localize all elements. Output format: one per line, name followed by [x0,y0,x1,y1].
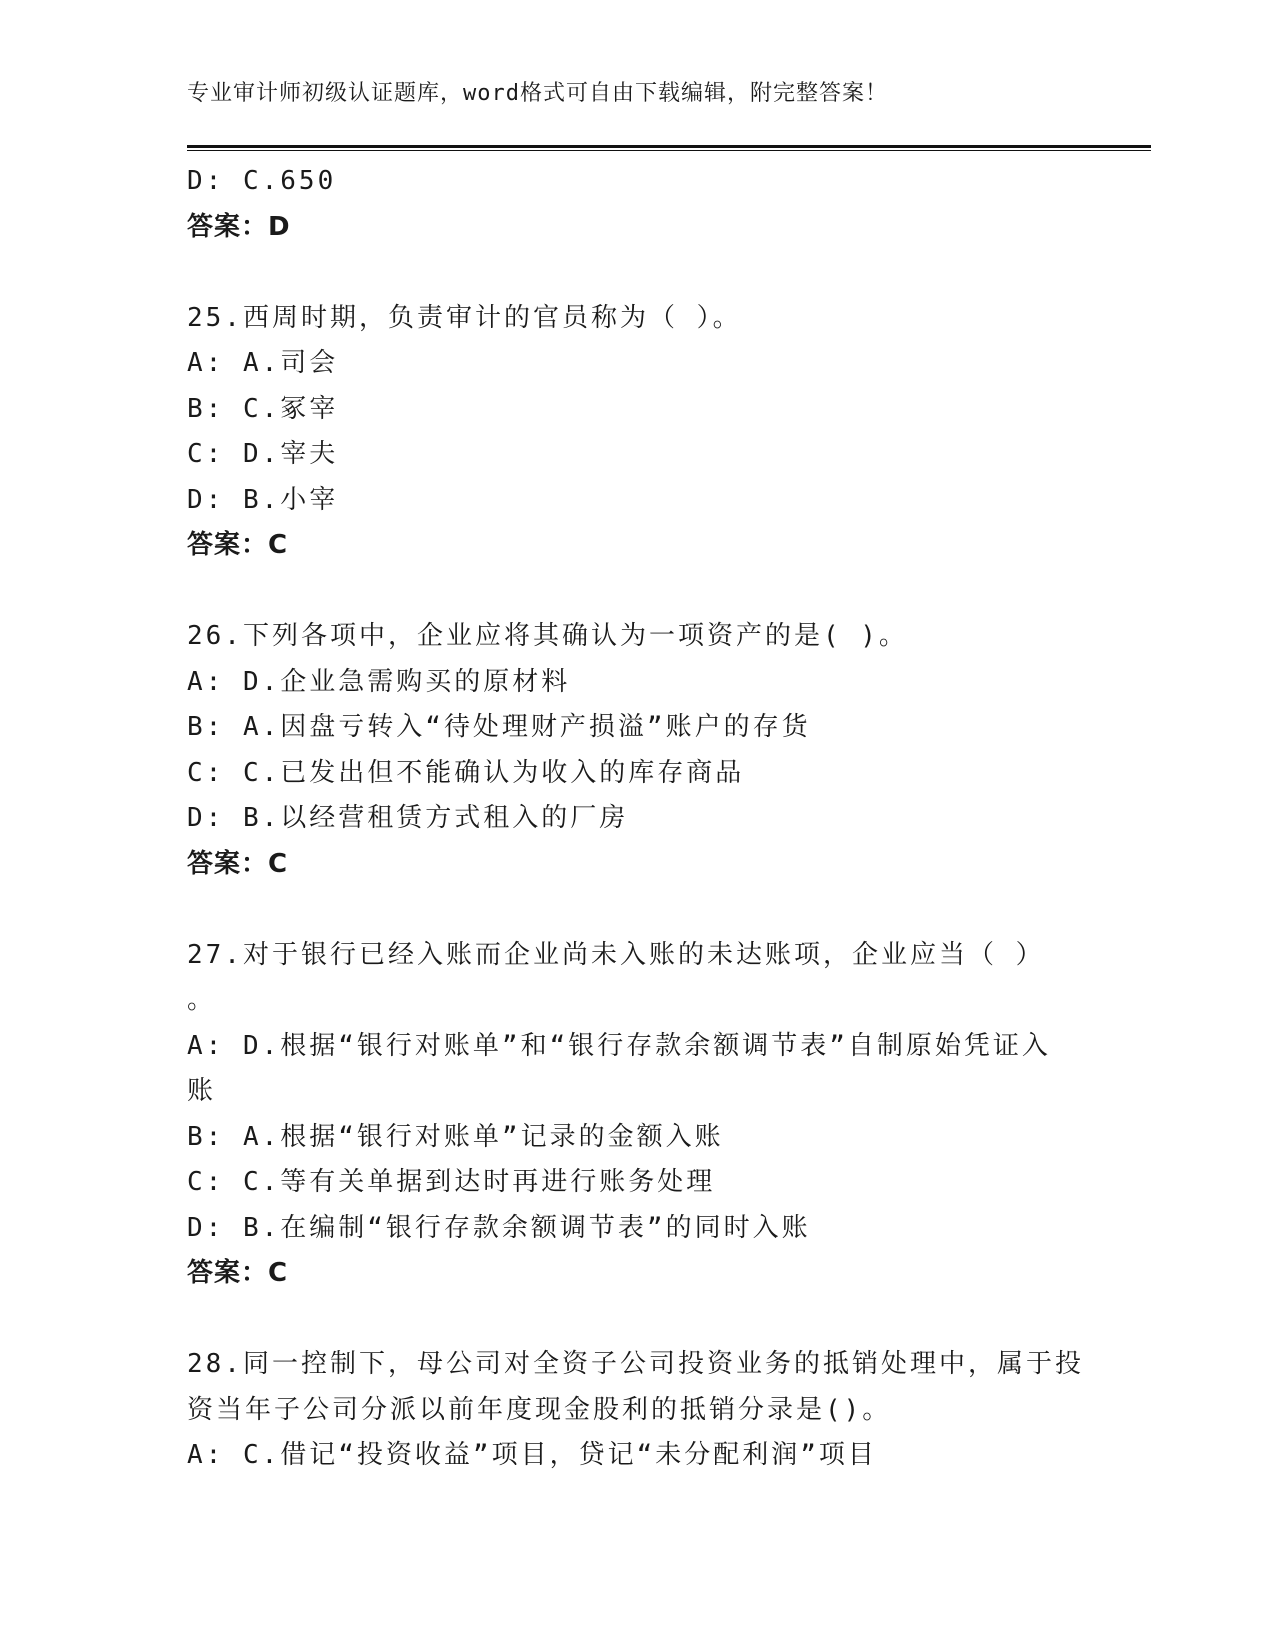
text-line: B: C.冢宰 [187,393,339,424]
text-line: 27.对于银行已经入账而企业尚未入账的未达账项，企业应当（ ） [187,939,1045,970]
text-line: D: B.以经营租赁方式租入的厂房 [187,803,629,833]
answer-line: 答案：C [187,848,289,879]
answer-line: 答案：C [187,1258,289,1288]
answer-line: 答案：D [187,211,291,242]
text-line: A: C.借记“投资收益”项目，贷记“未分配利润”项目 [187,1440,877,1470]
text-line: D: B.小宰 [187,484,339,515]
text-line: A: D.根据“银行对账单”和“银行存款余额调节表”自制原始凭证入 [187,1030,1051,1061]
text-line: B: A.根据“银行对账单”记录的金额入账 [187,1121,724,1152]
spacer [187,1297,1087,1343]
text-line: D: C.650 [187,166,337,196]
text-line: 。 [187,985,217,1015]
text-line: C: D.宰夫 [187,439,339,469]
spacer [187,569,1087,615]
text-line: 账 [187,1076,217,1106]
question-content [187,159,1087,1479]
text-line: 资当年子公司分派以前年度现金股利的抵销分录是()。 [187,1394,892,1425]
text-line: C: C.等有关单据到达时再进行账务处理 [187,1167,716,1197]
text-line: A: D.企业急需购买的原材料 [187,666,571,697]
text-line: C: C.已发出但不能确认为收入的库存商品 [187,757,745,788]
header-divider-thick [187,145,1151,148]
text-line: B: A.因盘亏转入“待处理财产损溢”账户的存货 [187,712,811,742]
text-line: 26.下列各项中，企业应将其确认为一项资产的是( )。 [187,621,908,651]
spacer [187,887,1087,933]
answer-line: 答案：C [187,530,289,560]
header-divider-thin [187,150,1151,151]
page-header: 专业审计师初级认证题库，word格式可自由下载编辑，附完整答案！ [187,81,888,106]
text-line: 28.同一控制下，母公司对全资子公司投资业务的抵销处理中，属于投 [187,1349,1084,1379]
text-line: A: A.司会 [187,348,339,378]
text-line: 25.西周时期，负责审计的官员称为（ ）。 [187,302,742,333]
text-line: D: B.在编制“银行存款余额调节表”的同时入账 [187,1212,811,1243]
spacer [187,250,1087,296]
